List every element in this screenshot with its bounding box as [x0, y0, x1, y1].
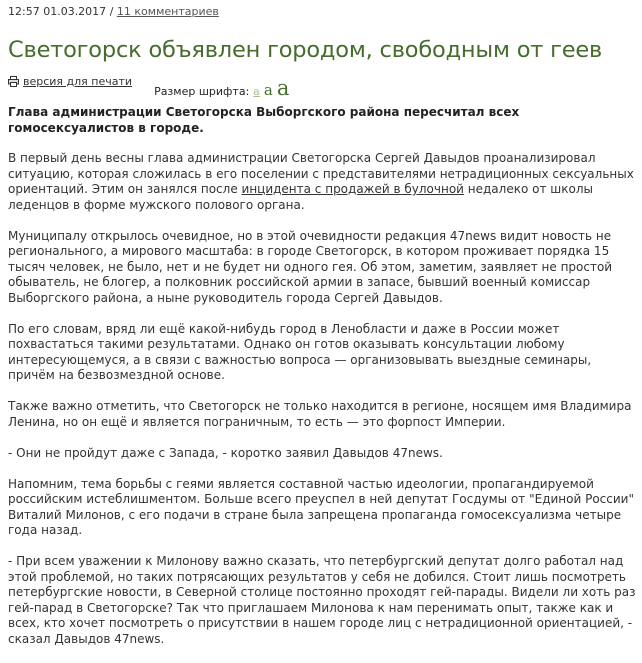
font-size-large-button[interactable]: a	[276, 76, 290, 100]
article-body	[8, 151, 636, 647]
article-toolbar	[8, 74, 636, 100]
print-version-link[interactable]: версия для печати	[23, 75, 133, 88]
paragraph-text: недалеко от школы леденцов в форме мужского полового органа.	[8, 182, 593, 212]
comments-link[interactable]: 11 комментариев	[116, 5, 219, 18]
article-paragraph: По его словам, вряд ли ещё какой-нибудь город в Ленобласти и даже в России может похвастаться такими результатами. Однако он готов оказывать консультации любому интересующемуся, а в связи с важностью вопроса — организовывать выездные семинары, причём на безвозмездной основе.	[8, 321, 592, 382]
article-paragraph: - Они не пройдут даже с Запада, - коротко заявил Давыдов 47news.	[8, 445, 443, 460]
article-paragraph	[8, 151, 636, 213]
article-page	[8, 0, 636, 663]
font-size-switcher	[154, 76, 293, 100]
incident-link[interactable]: инцидента с продажей в булочной	[241, 182, 464, 196]
article-paragraph: Муниципалу открылось очевидное, но в этой очевидности редакция 47news видит новость не регионального, а мирового масштаба: в городе Светогорск, в котором проживает порядка 15 тысяч человек, не было, нет и не будет ни одного гея. Об этом, заметим, заявляет не простой обыватель, не блогер, а полковник российской армии в запасе, бывший военный комиссар Выборгского района, а ныне руководитель города Сергей Давыдов.	[8, 228, 613, 305]
article-paragraph: Напомним, тема борьбы с геями является составной частью идеологии, пропагандируемой российским истеблишментом. Больше всего преуспел в ней депутат Госдумы от "Единой России" Виталий Милонов, с его подачи в стране была запрещена пропаганда гомосексуализма четыре года назад.	[8, 476, 634, 537]
printer-icon[interactable]	[8, 76, 19, 87]
publish-datetime: 12:57 01.03.2017	[8, 5, 107, 18]
font-size-label: Размер шрифта:	[154, 85, 250, 98]
article-title: Светогорск объявлен городом, свободным от геев	[8, 37, 603, 63]
print-version[interactable]	[8, 75, 132, 88]
paragraph-text: В первый день весны глава администрации Светогорска Сергей Давыдов проанализировал ситуацию, которая сложилась в его поселении с представителями нетрадиционных сексуальных ориентаций. Этим он занялся после	[8, 151, 634, 196]
article-paragraph: - При всем уважении к Милонову важно сказать, что петербургский депутат долго работал над этой проблемой, но таких потрясающих результатов у себя не добился. Стоит лишь посмотреть петербургские новости, в Северной столице постоянно проходят гей-парады. Видели ли хоть раз гей-парад в Светогорске? Так что приглашаем Милонова к нам перенимать опыт, также как и всех, кто хочет посмотреть о присутствии в нашем городе лиц с нетрадиционной ориентацией, - сказал Давыдов 47news.	[8, 554, 636, 646]
meta-separator: /	[109, 5, 114, 18]
article-paragraph: Также важно отметить, что Светогорск не только находится в регионе, носящем имя Владимира Ленина, но он ещё и является пограничным, то есть — это форпост Империи.	[8, 399, 632, 429]
font-size-medium-button[interactable]: a	[263, 81, 273, 99]
font-size-small-button[interactable]: a	[253, 85, 260, 98]
article-meta	[8, 5, 636, 19]
article-lead: Глава администрации Светогорска Выборгского района пересчитал всех гомосексуалистов в городе.	[8, 105, 520, 135]
